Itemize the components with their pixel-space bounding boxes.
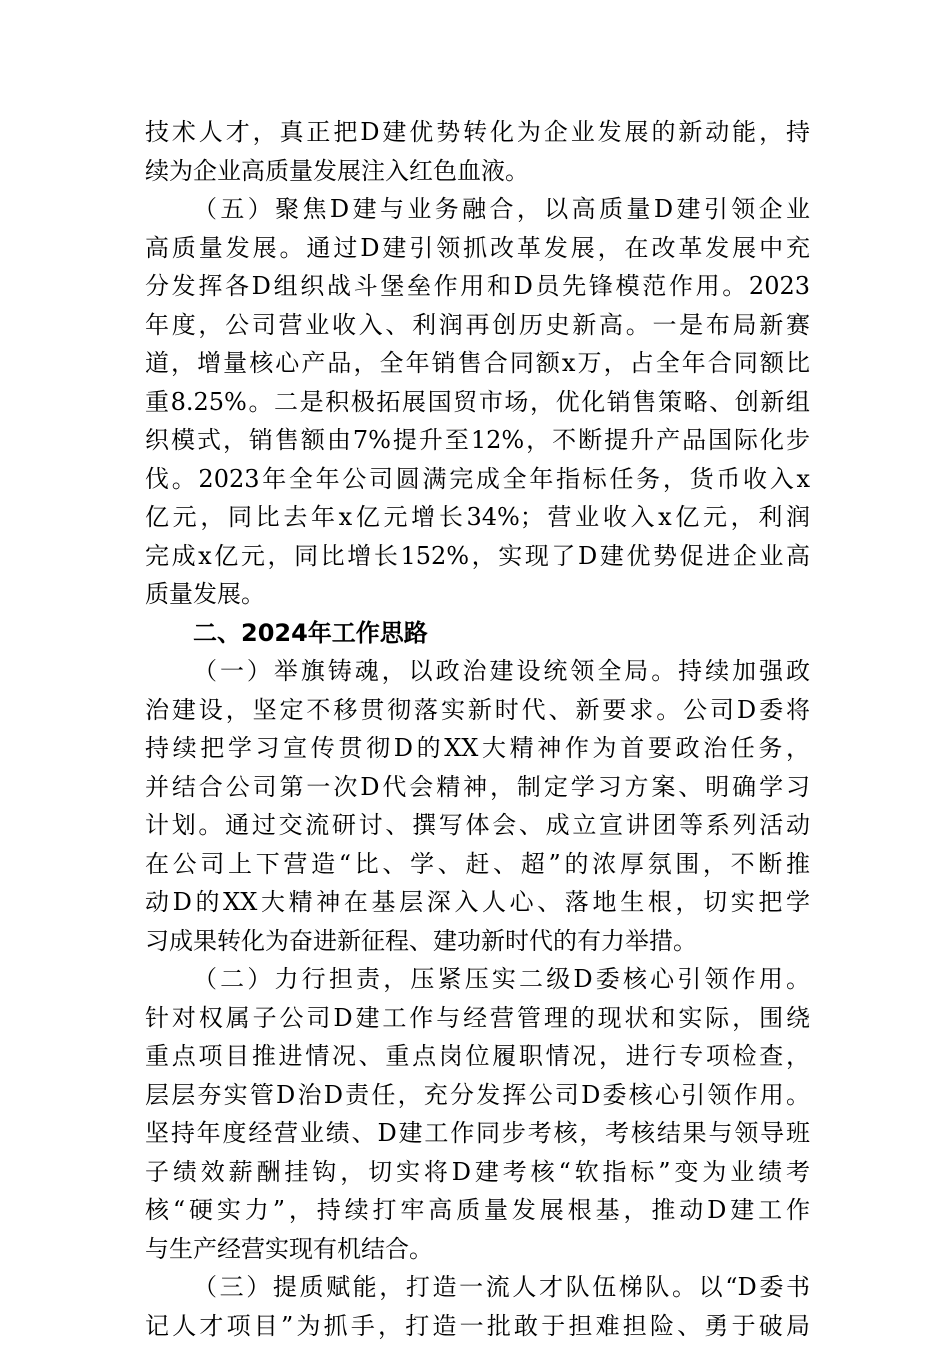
text-line: 并结合公司第一次D代会精神，制定学习方案、明确学习 — [145, 768, 810, 807]
text-line: 重点项目推进情况、重点岗位履职情况，进行专项检查， — [145, 1037, 810, 1076]
text-line: （三）提质赋能，打造一流人才队伍梯队。以“D委书 — [145, 1268, 810, 1307]
text-line: 治建设，坚定不移贯彻落实新时代、新要求。公司D委将 — [145, 691, 810, 730]
text-line: 持续把学习宣传贯彻D的XX大精神作为首要政治任务， — [145, 729, 810, 768]
text-line: （五）聚焦D建与业务融合，以高质量D建引领企业 — [145, 190, 810, 229]
text-line: 续为企业高质量发展注入红色血液。 — [145, 152, 810, 191]
text-line: 亿元，同比去年x亿元增长34%；营业收入x亿元，利润 — [145, 498, 810, 537]
text-line: 质量发展。 — [145, 575, 810, 614]
text-line: 织模式，销售额由7%提升至12%，不断提升产品国际化步 — [145, 421, 810, 460]
text-line: 动D的XX大精神在基层深入人心、落地生根，切实把学 — [145, 883, 810, 922]
section-heading: 二、2024年工作思路 — [145, 614, 810, 653]
text-line: 分发挥各D组织战斗堡垒作用和D员先锋模范作用。2023 — [145, 267, 810, 306]
text-line: 记人才项目”为抓手，打造一批敢于担难担险、勇于破局 — [145, 1307, 810, 1345]
text-line: 年度，公司营业收入、利润再创历史新高。一是布局新赛 — [145, 306, 810, 345]
text-line: 坚持年度经营业绩、D建工作同步考核，考核结果与领导班 — [145, 1114, 810, 1153]
text-line: 计划。通过交流研讨、撰写体会、成立宣讲团等系列活动 — [145, 806, 810, 845]
text-line: 核“硬实力”，持续打牢高质量发展根基，推动D建工作 — [145, 1191, 810, 1230]
text-line: 重8.25%。二是积极拓展国贸市场，优化销售策略、创新组 — [145, 383, 810, 422]
text-line: 在公司上下营造“比、学、赶、超”的浓厚氛围，不断推 — [145, 845, 810, 884]
text-line: 习成果转化为奋进新征程、建功新时代的有力举措。 — [145, 922, 810, 961]
text-line: 道，增量核心产品，全年销售合同额x万，占全年合同额比 — [145, 344, 810, 383]
text-line: （一）举旗铸魂，以政治建设统领全局。持续加强政 — [145, 652, 810, 691]
text-line: 子绩效薪酬挂钩，切实将D建考核“软指标”变为业绩考 — [145, 1153, 810, 1192]
text-line: 伐。2023年全年公司圆满完成全年指标任务，货币收入x — [145, 460, 810, 499]
document-page — [145, 113, 810, 1345]
text-line: 与生产经营实现有机结合。 — [145, 1230, 810, 1269]
text-line: （二）力行担责，压紧压实二级D委核心引领作用。 — [145, 960, 810, 999]
text-line: 高质量发展。通过D建引领抓改革发展，在改革发展中充 — [145, 229, 810, 268]
text-line: 技术人才，真正把D建优势转化为企业发展的新动能，持 — [145, 113, 810, 152]
text-line: 层层夯实管D治D责任，充分发挥公司D委核心引领作用。 — [145, 1076, 810, 1115]
text-line: 完成x亿元，同比增长152%，实现了D建优势促进企业高 — [145, 537, 810, 576]
text-line: 针对权属子公司D建工作与经营管理的现状和实际，围绕 — [145, 999, 810, 1038]
